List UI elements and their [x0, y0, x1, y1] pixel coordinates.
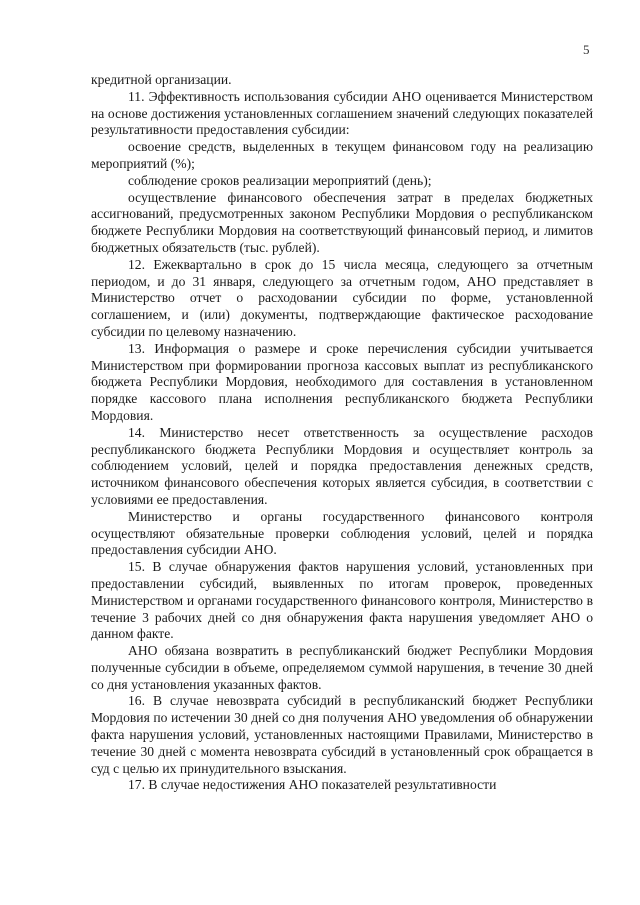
paragraph-indicator-3: осуществление финансового обеспечения затрат в пределах бюджетных ассигнований, предусмотренных законом Республики Мордовия о республиканском бюджете Республики Мордовия на соответствующий финансовый период, и лимитов бюджетных обязательств (тыс. рублей). — [91, 189, 593, 255]
paragraph-indicator-1: освоение средств, выделенных в текущем финансовом году на реализацию мероприятий (%); — [91, 139, 593, 171]
paragraph-item-11: 11. Эффективность использования субсидии АНО оценивается Министерством на основе достижения установленных соглашением значений следующих показателей результативности предоставления субсидии: — [91, 88, 593, 138]
paragraph-indicator-2: соблюдение сроков реализации мероприятий (день); — [128, 172, 432, 188]
document-body — [91, 72, 593, 794]
paragraph-continuation: кредитной организации. — [91, 72, 232, 87]
paragraph-item-15: 15. В случае обнаружения фактов нарушения условий, установленных при предоставлении субсидий, выявленных по итогам проверок, проведенных Министерством и органами государственного финансового контроля, Министерство в течение 3 рабочих дней со дня обнаружения факта нарушения уведомляет АНО о данном факте. — [91, 559, 593, 642]
paragraph-item-13: 13. Информация о размере и сроке перечисления субсидии учитывается Министерством при формировании прогноза кассовых выплат из республиканского бюджета Республики Мордовия, необходимого для составления в установленном порядке кассового плана исполнения республиканского бюджета Республики Мордовия. — [91, 340, 593, 423]
paragraph-item-14: 14. Министерство несет ответственность за осуществление расходов республиканского бюджета Республики Мордовия и осуществляет контроль за соблюдением условий, целей и порядка предоставления денежных средств, источником финансового обеспечения которых является субсидия, в соответствии с условиями ее предоставления. — [91, 424, 593, 507]
paragraph-refund: АНО обязана возвратить в республиканский бюджет Республики Мордовия полученные субсидии в объеме, определяемом суммой нарушения, в течение 30 дней со дня установления указанных фактов. — [91, 643, 593, 692]
paragraph-item-17: 17. В случае недостижения АНО показателей результативности — [128, 777, 497, 793]
page-number: 5 — [583, 42, 590, 57]
paragraph-item-16: 16. В случае невозврата субсидий в республиканский бюджет Республики Мордовия по истечении 30 дней со дня получения АНО уведомления об обнаружении факта нарушения условий, установленных настоящими Правилами, Министерство в течение 30 дней с момента невозврата субсидий в установленный срок обращается в суд с целью их принудительного взыскания. — [91, 693, 593, 776]
paragraph-item-12: 12. Ежеквартально в срок до 15 числа месяца, следующего за отчетным периодом, и до 31 января, следующего за отчетным годом, АНО представляет в Министерство отчет о расходовании субсидии по форме, установленной соглашением, и (или) документы, подтверждающие фактическое расходование субсидии по целевому назначению. — [91, 256, 593, 339]
paragraph-control: Министерство и органы государственного финансового контроля осуществляют обязательные проверки соблюдения условий, целей и порядка предоставления субсидии АНО. — [91, 508, 593, 558]
